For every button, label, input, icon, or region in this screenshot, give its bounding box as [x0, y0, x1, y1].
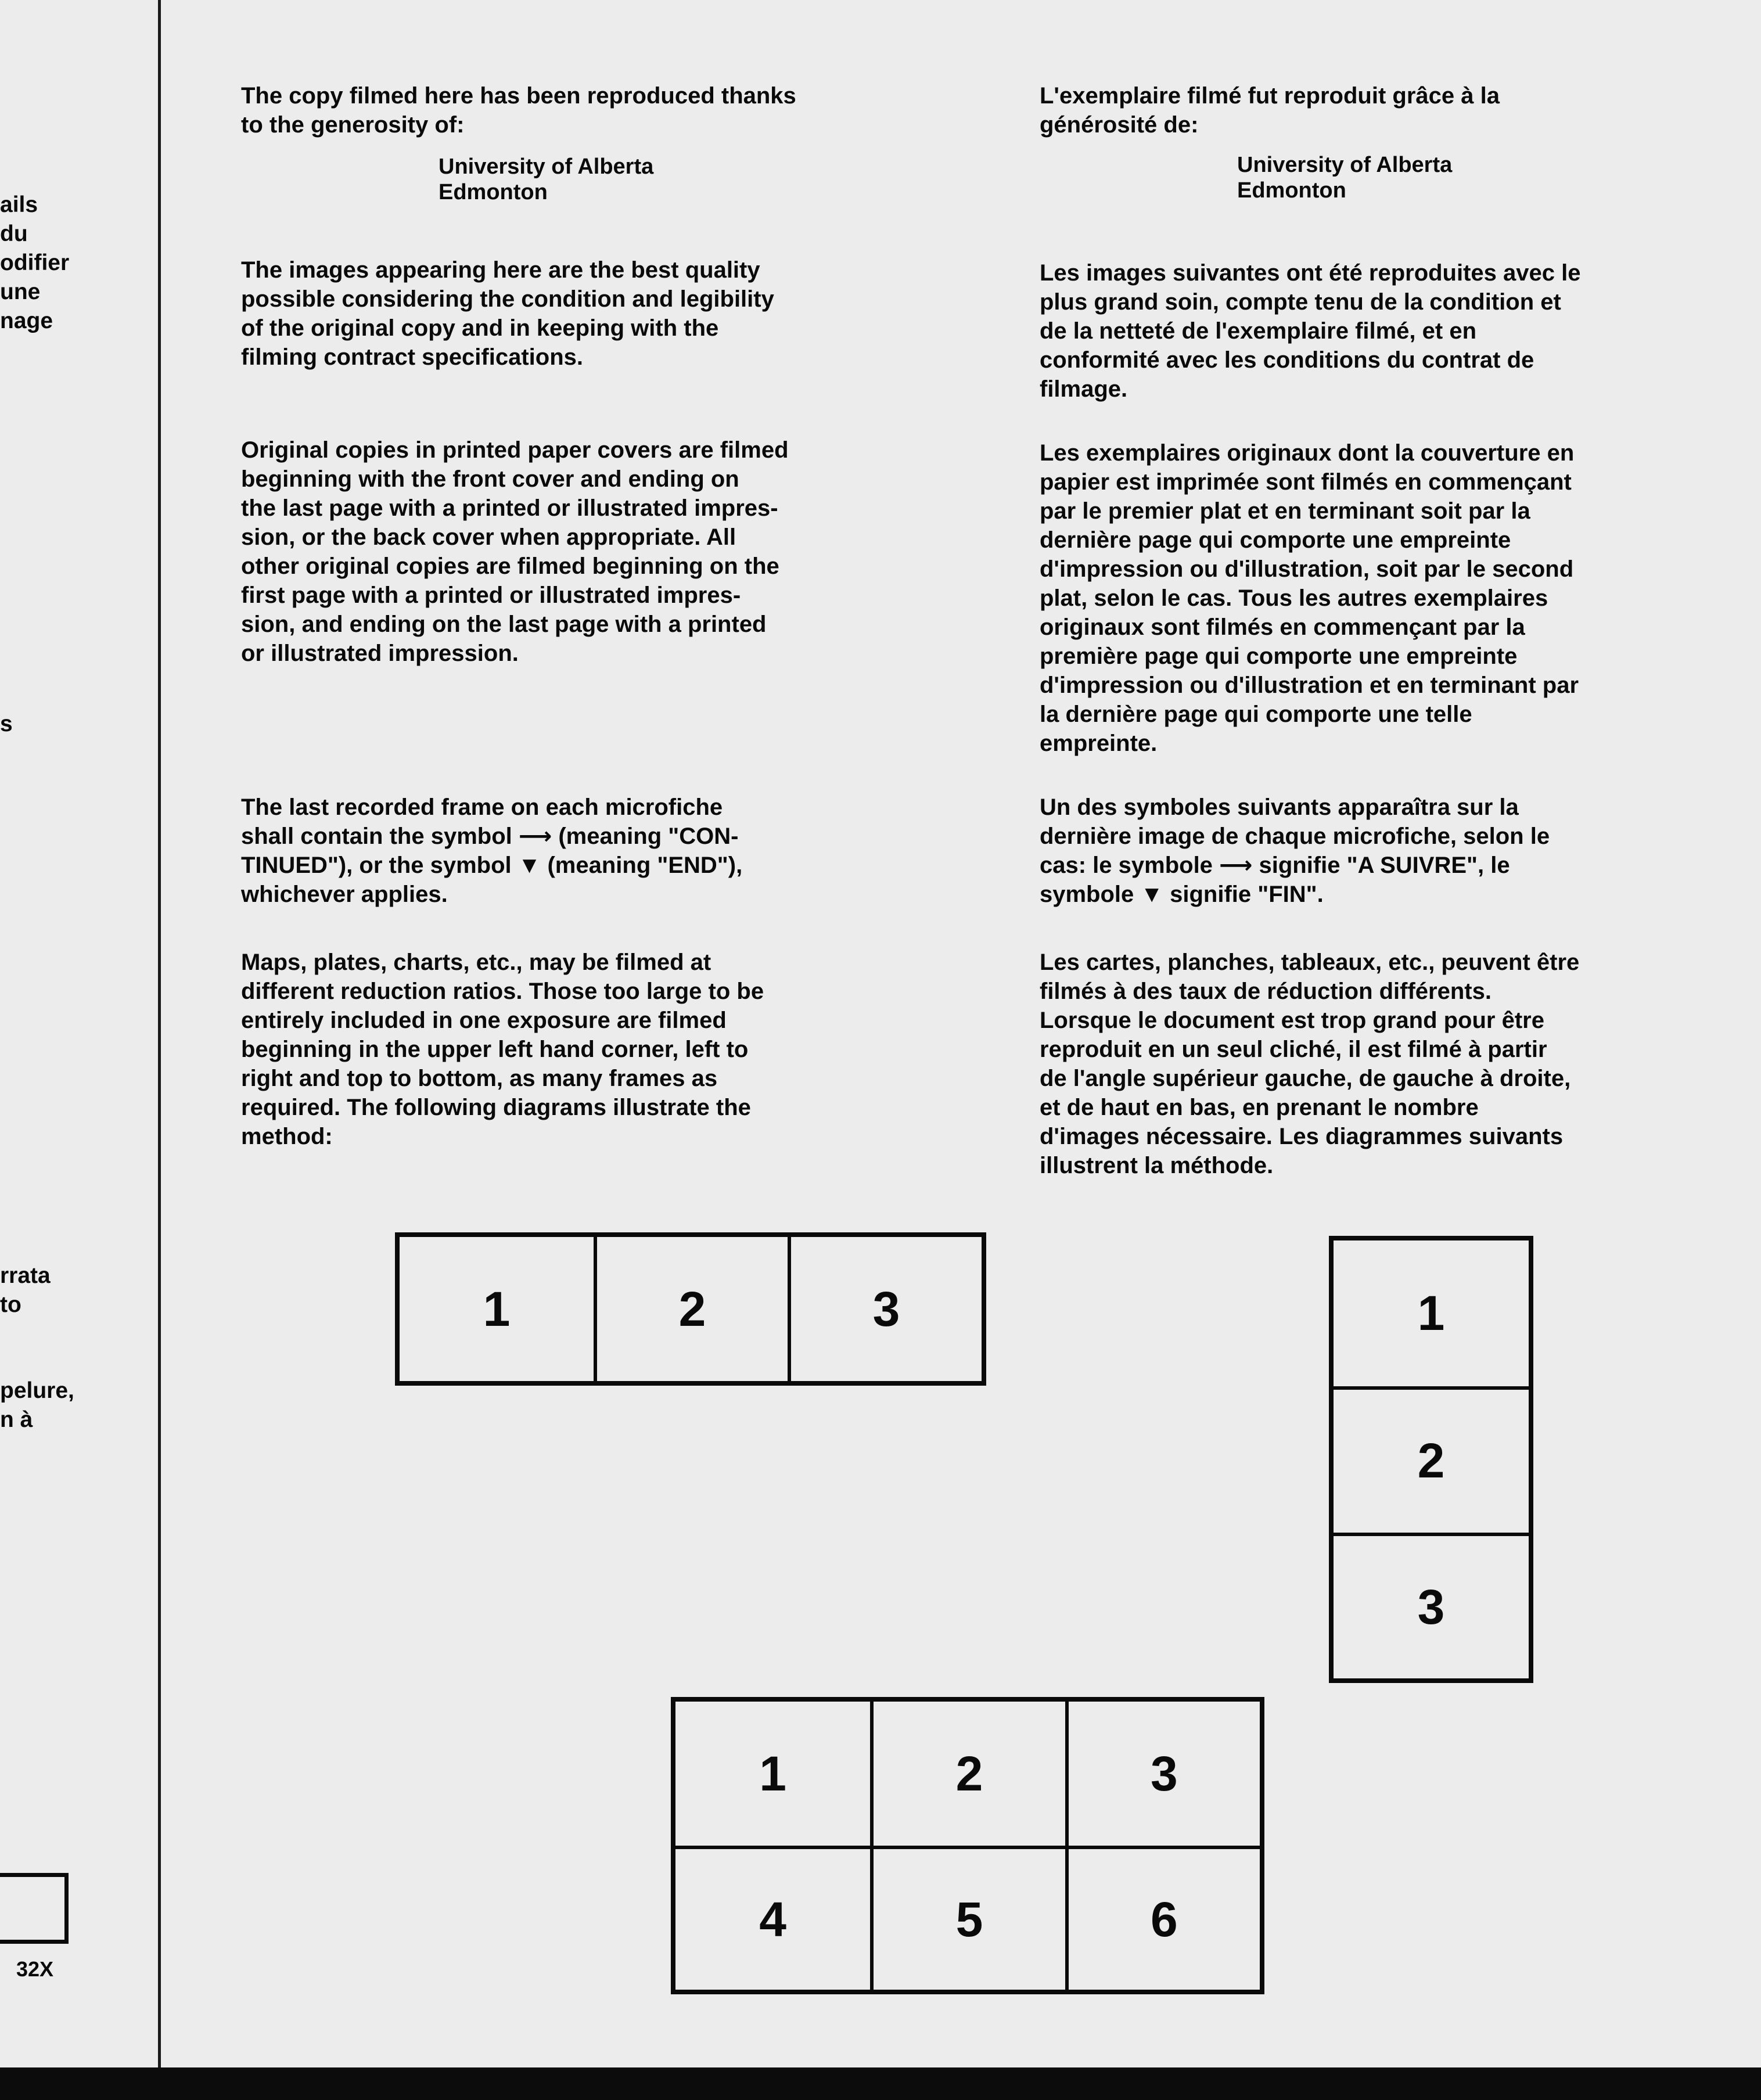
fragment-text: n à — [0, 1407, 33, 1432]
en-maps-paragraph: Maps, plates, charts, etc., may be filmed at different reduction ratios. Those too large to be entirely included in one exposure are filmed beginning in the upper left hand corner, left to right and top to bottom, as many frames as required. The following diagrams illustrate the method: — [241, 950, 764, 1149]
fragment-text: pelure, — [0, 1378, 74, 1403]
grid-frames-diagram — [671, 1697, 1264, 1994]
frame-cell: 1 — [759, 1746, 787, 1801]
en-quality-paragraph: The images appearing here are the best quality possible considering the condition and legibility of the original copy and in keeping with the filming contract specifications. — [241, 257, 774, 370]
frame-cell: 5 — [870, 1846, 1065, 1990]
fr-covers-paragraph: Les exemplaires originaux dont la couverture en papier est imprimée sont filmés en commençant par le premier plat et en terminant soit par la dernière page qui comporte une empreinte d'impression ou d'illustration, soit par le second plat, selon le cas. Tous les autres exemplaires originaux sont filmés en commençant par la première page qui comporte une empreinte d'impression ou d'illustration et en terminant par la dernière page qui comporte une telle empreinte. — [1040, 440, 1579, 756]
left-page-fragment — [0, 0, 157, 2067]
vertical-frames-diagram — [1329, 1236, 1533, 1683]
frame-cell: 1 — [1417, 1286, 1445, 1341]
resolution-target-box — [0, 1873, 69, 1944]
fr-maps-paragraph: Les cartes, planches, tableaux, etc., peuvent être filmés à des taux de réduction différents. Lorsque le document est trop grand pour être reproduit en un seul cliché, il est filmé à partir de l'angle supérieur gauche, de gauche à droite, et de haut en bas, en prenant le nombre d'images nécessaire. Les diagrammes suivants illustrent la méthode. — [1040, 950, 1580, 1178]
fragment-text: odifier — [0, 250, 70, 275]
frame-cell: 1 — [483, 1281, 511, 1336]
scale-label: 32X — [16, 1957, 54, 1981]
fragment-text: une — [0, 279, 41, 304]
frame-cell: 3 — [1334, 1533, 1529, 1678]
frame-cell: 4 — [675, 1846, 870, 1990]
en-symbol-paragraph: The last recorded frame on each microfiche shall contain the symbol ⟶ (meaning "CON- TINUED"), or the symbol ▼ (meaning "END"), whichever applies. — [241, 794, 743, 907]
fr-symbol-paragraph: Un des symboles suivants apparaîtra sur la dernière image de chaque microfiche, selon le cas: le symbole ⟶ signifie "A SUIVRE", le symbole ▼ signifie "FIN". — [1040, 794, 1550, 907]
fragment-text: rrata — [0, 1263, 51, 1288]
fragment-text: ails — [0, 192, 38, 217]
fragment-text: s — [0, 711, 13, 736]
fragment-text: nage — [0, 308, 53, 333]
fr-institution: University of Alberta Edmonton — [1237, 153, 1453, 203]
frame-cell: 6 — [1065, 1846, 1260, 1990]
horizontal-frames-diagram — [395, 1232, 986, 1386]
fragment-text: du — [0, 221, 28, 246]
en-thanks-paragraph: The copy filmed here has been reproduced thanks to the generosity of: — [241, 83, 796, 138]
page-fold-divider — [158, 0, 161, 2067]
fr-quality-paragraph: Les images suivantes ont été reproduites avec le plus grand soin, compte tenu de la condition et de la netteté de l'exemplaire filmé, et en conformité avec les conditions du contrat de filmage. — [1040, 260, 1581, 402]
fragment-text: to — [0, 1292, 21, 1317]
en-institution: University of Alberta Edmonton — [439, 154, 654, 204]
en-covers-paragraph: Original copies in printed paper covers are filmed beginning with the front cover and ending on the last page with a printed or illustrated impres- sion, or the back cover when appropriate. All other original copies are filmed beginning on the first page with a printed or illustrated impres- sion, and ending on the last page with a printed or illustrated impression. — [241, 437, 789, 666]
frame-cell: 2 — [1334, 1386, 1529, 1532]
frame-cell: 3 — [788, 1237, 982, 1381]
fr-thanks-paragraph: L'exemplaire filmé fut reproduit grâce à la générosité de: — [1040, 83, 1500, 138]
film-edge-band — [0, 2067, 1761, 2100]
frame-cell: 3 — [1065, 1702, 1260, 1846]
frame-cell: 2 — [870, 1702, 1065, 1846]
frame-cell: 2 — [594, 1237, 788, 1381]
